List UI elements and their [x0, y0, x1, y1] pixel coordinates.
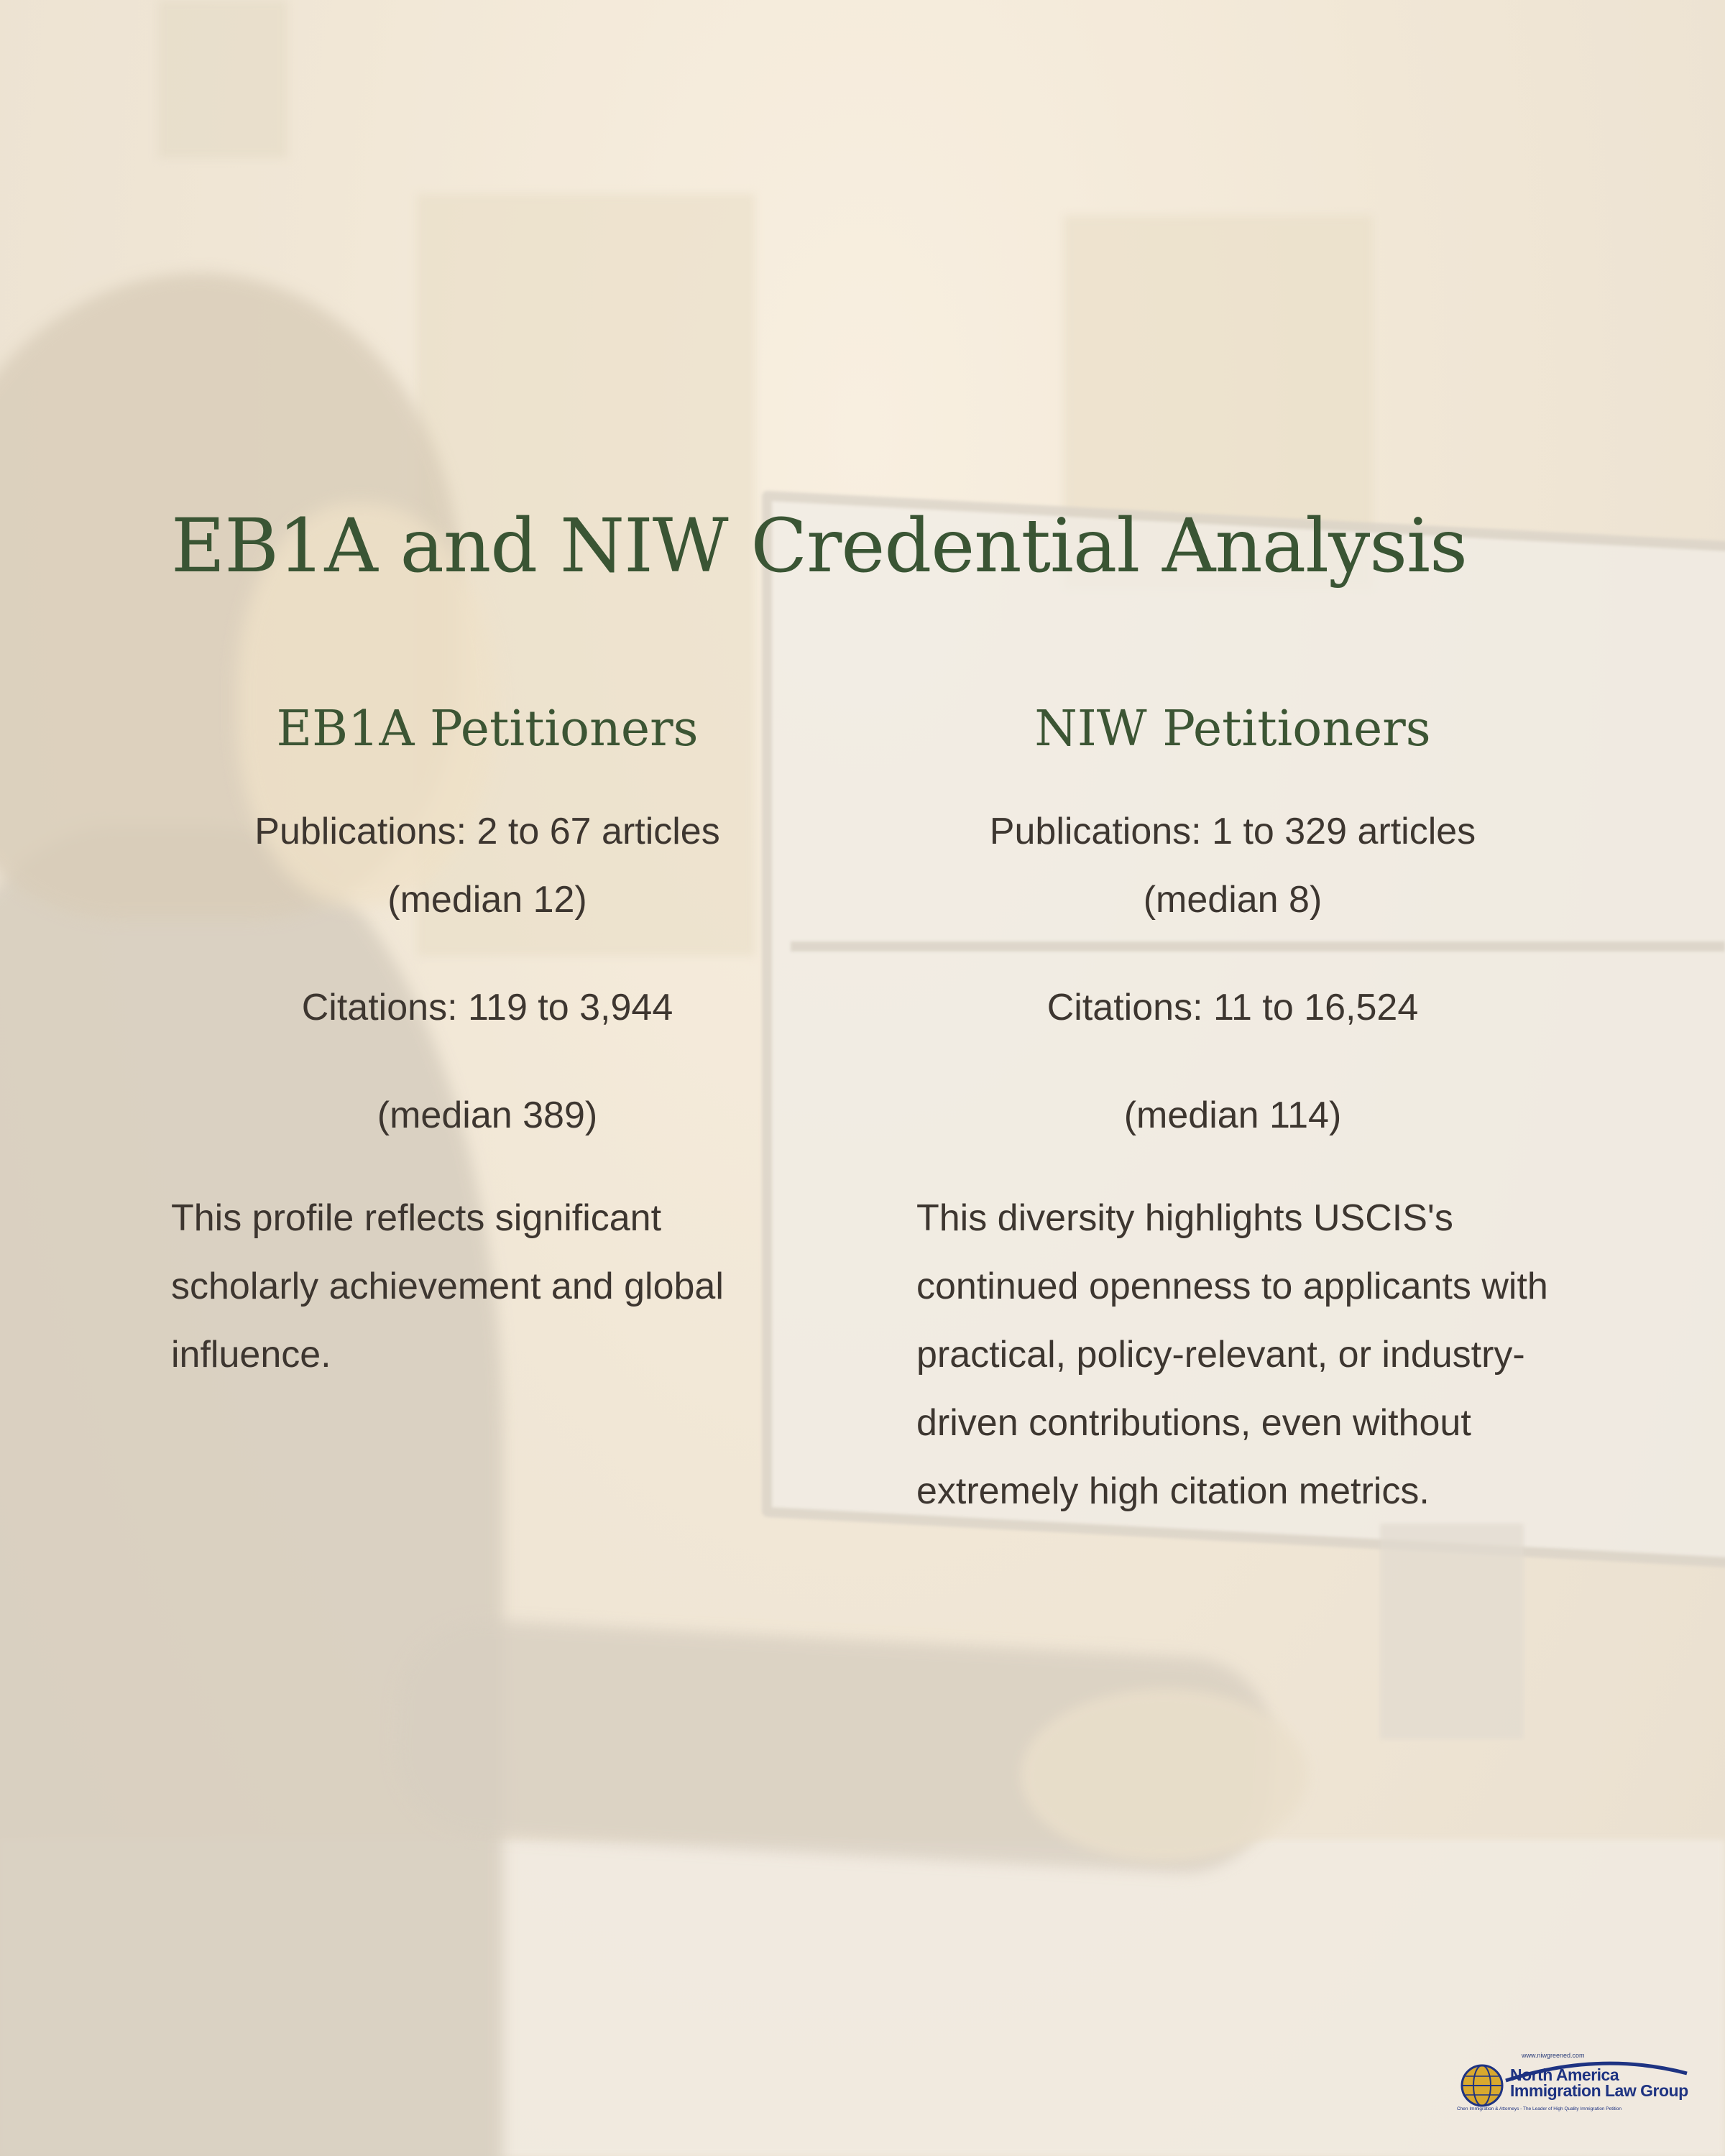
logo-url: www.niwgreened.com: [1522, 2052, 1585, 2059]
page-title: EB1A and NIW Credential Analysis: [171, 503, 1467, 589]
eb1a-description: This profile reflects significant scholarly achievement and global influence.: [171, 1197, 724, 1376]
logo-tagline: Chen Immigration & Attorneys - The Leader of High Quality Immigration Petition: [1457, 2106, 1622, 2111]
company-logo: [1455, 2052, 1688, 2116]
eb1a-publications: [171, 798, 804, 934]
logo-name-line1: North America: [1510, 2065, 1619, 2084]
niw-heading: NIW Petitioners: [1034, 701, 1431, 757]
niw-column: [916, 701, 1549, 1526]
niw-description: This diversity highlights USCIS's continued openness to applicants with practical, policy-relevant, or industry-driven contributions, even without extremely high citation metrics.: [916, 1197, 1548, 1512]
eb1a-publications-range: Publications: 2 to 67 articles: [254, 811, 720, 852]
eb1a-heading: EB1A Petitioners: [276, 701, 699, 757]
background-window: [158, 0, 288, 158]
niw-publications: [916, 798, 1549, 934]
background-person-hand: [1021, 1689, 1308, 1861]
niw-publications-median: (median 8): [1143, 879, 1322, 921]
logo-name-line2: Immigration Law Group: [1510, 2081, 1688, 2100]
background-monitor-stand: [1380, 1524, 1524, 1739]
eb1a-column: [171, 701, 804, 1389]
globe-icon: [1460, 2063, 1504, 2108]
eb1a-citations: Citations: 119 to 3,944: [301, 987, 673, 1028]
niw-publications-range: Publications: 1 to 329 articles: [989, 811, 1476, 852]
niw-citations-median: (median 114): [1123, 1095, 1342, 1136]
eb1a-publications-median: (median 12): [387, 879, 587, 921]
niw-citations: Citations: 11 to 16,524: [1046, 987, 1419, 1028]
eb1a-citations-median: (median 389): [377, 1095, 598, 1136]
